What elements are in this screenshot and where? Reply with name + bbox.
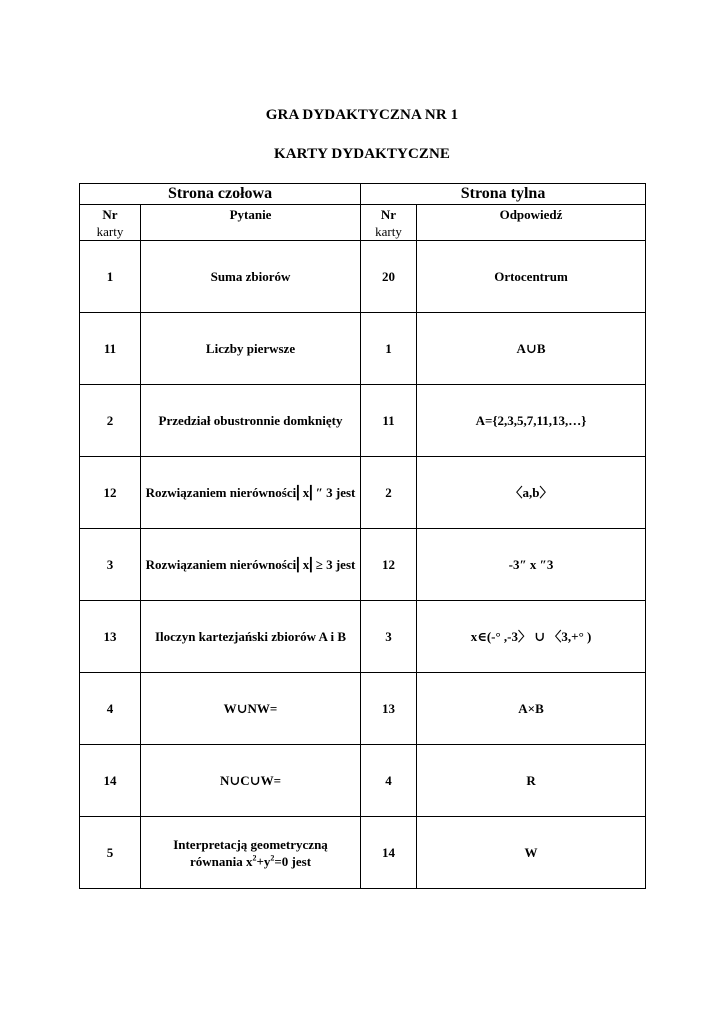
back-card-number: 14 <box>361 817 417 889</box>
front-side-header: Strona czołowa <box>80 184 361 205</box>
answer-cell: -3″ x ″3 <box>417 529 646 601</box>
table-row <box>80 241 646 313</box>
nr-header-line2: karty <box>96 224 124 239</box>
question-cell: Przedział obustronnie domknięty <box>141 385 361 457</box>
question-header: Pytanie <box>141 205 361 241</box>
question-cell <box>141 817 361 889</box>
question-line2-part1: równania x <box>189 853 253 869</box>
back-side-header: Strona tylna <box>361 184 646 205</box>
nr-header-line1: Nr <box>102 207 118 222</box>
question-cell: Suma zbiorów <box>141 241 361 313</box>
back-card-number: 11 <box>361 385 417 457</box>
table-row <box>80 529 646 601</box>
question-cell: Rozwiązaniem nierówności⎢x⎢″ 3 jest <box>141 457 361 529</box>
answer-cell: A∪B <box>417 313 646 385</box>
question-cell: W∪NW= <box>141 673 361 745</box>
answer-cell: R <box>417 745 646 817</box>
front-card-number: 5 <box>80 817 141 889</box>
document-title: GRA DYDAKTYCZNA NR 1 <box>265 107 459 123</box>
column-header-row <box>80 205 646 241</box>
back-card-number: 3 <box>361 601 417 673</box>
front-card-number: 3 <box>80 529 141 601</box>
answer-cell: W <box>417 817 646 889</box>
front-card-number: 4 <box>80 673 141 745</box>
table-row <box>80 457 646 529</box>
question-cell: Liczby pierwsze <box>141 313 361 385</box>
front-card-number: 14 <box>80 745 141 817</box>
front-card-number: 2 <box>80 385 141 457</box>
answer-header: Odpowiedź <box>417 205 646 241</box>
table-row <box>80 385 646 457</box>
answer-cell: A={2,3,5,7,11,13,…} <box>417 385 646 457</box>
question-cell: Iloczyn kartezjański zbiorów A i B <box>141 601 361 673</box>
table-row <box>80 673 646 745</box>
back-card-number: 1 <box>361 313 417 385</box>
cards-table <box>79 183 646 889</box>
exponent: 2 <box>270 853 275 863</box>
back-card-number: 20 <box>361 241 417 313</box>
side-header-row <box>80 184 646 205</box>
answer-cell: A×B <box>417 673 646 745</box>
table-row <box>80 601 646 673</box>
back-card-number: 13 <box>361 673 417 745</box>
table-row <box>80 817 646 889</box>
front-card-number: 12 <box>80 457 141 529</box>
table-row <box>80 745 646 817</box>
answer-cell: x∈(-° ,-3〉 ∪ 〈3,+° ) <box>417 601 646 673</box>
front-card-number: 1 <box>80 241 141 313</box>
document-subtitle: KARTY DYDAKTYCZNE <box>273 146 451 162</box>
answer-cell: Ortocentrum <box>417 241 646 313</box>
table-row <box>80 313 646 385</box>
front-card-number: 11 <box>80 313 141 385</box>
answer-cell: 〈a,b〉 <box>417 457 646 529</box>
question-line1: Interpretacją geometryczną <box>173 836 328 852</box>
back-card-number: 4 <box>361 745 417 817</box>
question-line2-part2: +y <box>256 853 271 869</box>
question-cell: N∪C∪W= <box>141 745 361 817</box>
nr-header-line2: karty <box>375 224 402 239</box>
front-nr-header <box>80 205 141 241</box>
front-card-number: 13 <box>80 601 141 673</box>
exponent: 2 <box>252 853 257 863</box>
nr-header-line1: Nr <box>380 207 397 222</box>
back-card-number: 2 <box>361 457 417 529</box>
question-line2-part3: =0 jest <box>274 853 312 869</box>
back-nr-header <box>361 205 417 241</box>
question-cell: Rozwiązaniem nierówności⎢x⎢≥ 3 jest <box>141 529 361 601</box>
back-card-number: 12 <box>361 529 417 601</box>
